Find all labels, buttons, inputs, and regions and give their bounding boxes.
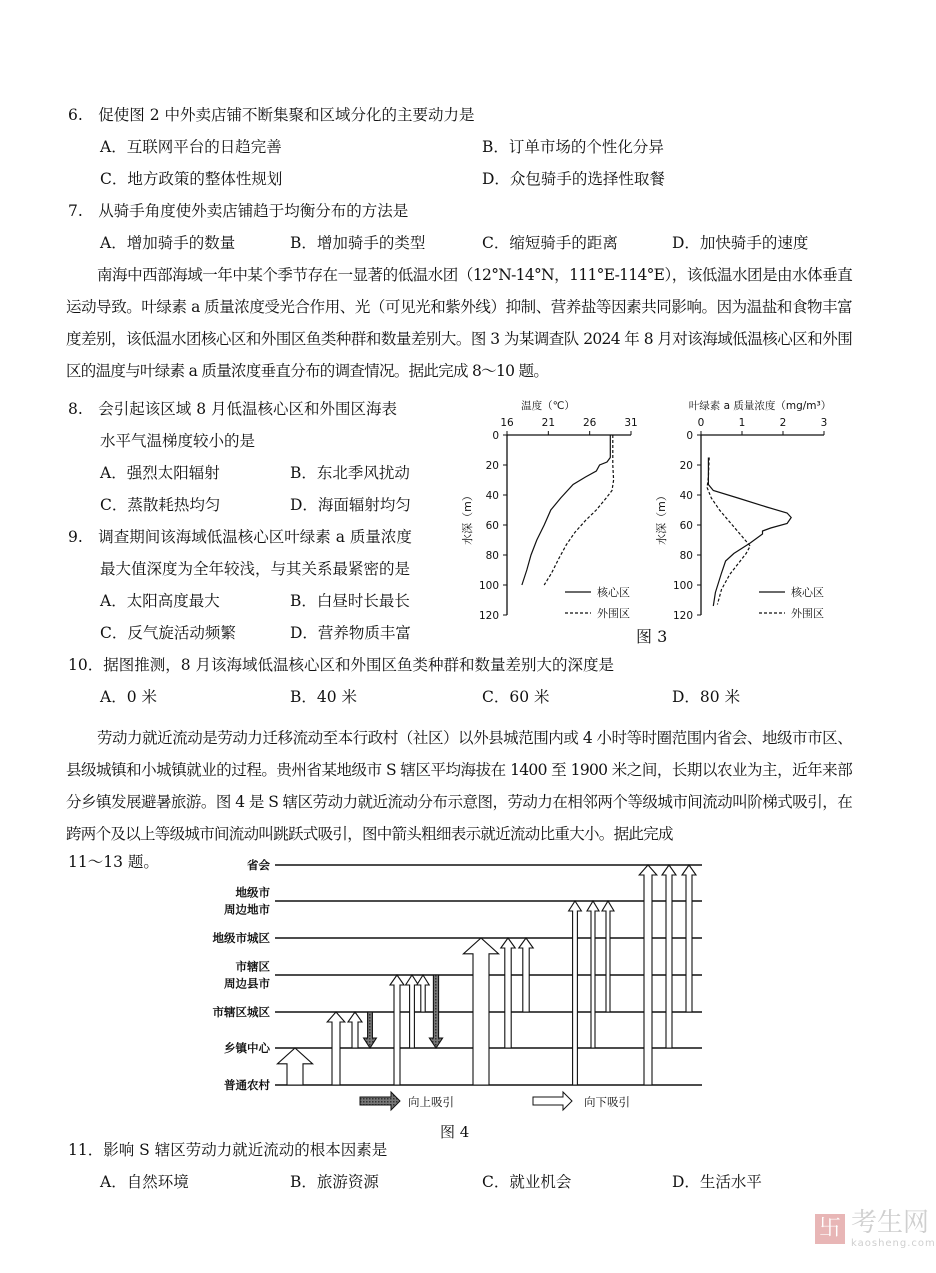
q10-option-b: B．40 米 [290,688,358,706]
y-tick-label: 20 [679,460,693,472]
x-tick-label: 1 [738,417,746,429]
x-tick-label: 16 [500,417,514,429]
q6-option-d: D．众包骑手的选择性取餐 [482,170,665,188]
arrow-outline [501,938,515,1048]
q8-option-a: A．强烈太阳辐射 [100,464,220,482]
q10-stem: 10．据图推测，8 月该海域低温核心区和外围区鱼类种群和数量差别大的深度是 [68,656,615,674]
q6-option-c: C．地方政策的整体性规划 [100,170,283,188]
x-tick-label: 31 [624,417,638,429]
watermark-logo-icon: 卐 [815,1214,845,1244]
q10-option-c: C．60 米 [482,688,550,706]
q7-option-d: D．加快骑手的速度 [672,234,809,252]
y-tick-label: 120 [478,610,499,622]
y-tick-label: 60 [679,520,693,532]
arrow-outline [390,975,404,1085]
legend-label: 向下吸引 [584,1095,630,1109]
q7-option-a: A．增加骑手的数量 [100,234,236,252]
x-tick-label: 3 [820,417,828,429]
legend-arrow-hatched-icon [360,1092,400,1110]
q11-option-c: C．就业机会 [482,1173,572,1191]
x-tick-label: 2 [779,417,787,429]
q9-option-c: C．反气旋活动频繁 [100,624,236,642]
legend-label: 向上吸引 [408,1095,454,1109]
q9-option-b: B．白昼时长最长 [290,592,410,610]
arrow-outline [602,901,614,1012]
q10-option-d: D．80 米 [672,688,741,706]
legend-label: 核心区 [597,586,630,599]
q7-option-b: B．增加骑手的类型 [290,234,426,252]
q6-stem: 6. 促使图 2 中外卖店铺不断集聚和区域分化的主要动力是 [68,106,475,124]
level-label: 地级市城区 [212,931,270,945]
level-label: 乡镇中心 [224,1041,270,1055]
q8-stem-line1: 8. 会引起该区域 8 月低温核心区和外围区海表 [68,400,398,418]
level-label: 周边县市 [224,976,270,991]
watermark [815,1208,936,1249]
level-label: 市辖区 [235,959,270,974]
passage-fig3: 南海中西部海域一年中某个季节存在一显著的低温水团（12°N-14°N，111°E-114°E），该低温水团是由水体垂直运动导致。叶绿素 a 质量浓度受光合作用、光（可见光和紫外线）抑制、营养盐等因素共同影响。因为温盐和食物丰富度差别，该低温水团核心区和外围区鱼类种群和数量差别大。图 3 为某调查队 2024 年 8 月对该海域低温核心区和外围区的温度与叶绿素 a 质量浓度垂直分布的调查情况。据此完成 8～10 题。 [66,266,852,380]
q7-option-c: C．缩短骑手的距离 [482,234,618,252]
level-label: 周边地市 [224,902,270,917]
arrow-outline [417,975,429,1012]
y-tick-label: 40 [485,490,499,502]
level-label: 地级市 [235,885,270,900]
q11-option-b: B．旅游资源 [290,1173,379,1191]
q9-option-d: D．营养物质丰富 [290,624,411,642]
q8-option-b: B．东北季风扰动 [290,464,410,482]
q9-stem-line2: 最大值深度为全年较浅，与其关系最紧密的是 [100,560,411,578]
legend-label: 外围区 [597,607,630,620]
arrow-outline [277,1048,312,1085]
y-axis-label: 水深（m） [655,490,668,545]
arrow-hatched [364,1012,377,1048]
level-label: 省会 [247,858,270,872]
legend-label: 核心区 [791,586,824,599]
q11-option-a: A．自然环境 [100,1173,189,1191]
legend-label: 外围区 [791,607,824,620]
q11-option-d: D．生活水平 [672,1173,762,1191]
x-tick-label: 0 [697,417,705,429]
arrow-outline [569,901,582,1085]
q8-option-c: C．蒸散耗热均匀 [100,496,221,514]
level-label: 市辖区城区 [212,1005,270,1019]
y-tick-label: 20 [485,460,499,472]
chart-title: 温度（℃） [521,400,575,412]
y-tick-label: 0 [686,430,693,442]
y-tick-label: 40 [679,490,693,502]
watermark-url: kaosheng.com [851,1238,936,1249]
q11-stem: 11．影响 S 辖区劳动力就近流动的根本因素是 [68,1141,388,1159]
figure-3-caption: 图 3 [636,627,668,646]
arrow-outline [662,865,676,1048]
x-tick-label: 26 [582,417,597,429]
q9-stem-line1: 9. 调查期间该海域低温核心区叶绿素 a 质量浓度 [68,528,412,546]
q7-stem: 7. 从骑手角度使外卖店铺趋于均衡分布的方法是 [68,202,409,220]
figure-4-caption: 图 4 [440,1123,470,1141]
y-tick-label: 0 [492,430,499,442]
y-tick-label: 80 [485,550,499,562]
arrow-outline [348,1012,362,1048]
q6-option-b: B．订单市场的个性化分异 [482,138,664,156]
q6-option-a: A．互联网平台的日趋完善 [100,138,282,156]
x-tick-label: 21 [541,417,556,429]
q9-option-a: A．太阳高度最大 [100,592,220,610]
q8-option-d: D．海面辐射均匀 [290,496,411,514]
watermark-name: 考生网 [851,1208,930,1238]
q8-stem-line2: 水平气温梯度较小的是 [100,432,256,450]
y-tick-label: 80 [679,550,693,562]
y-tick-label: 120 [672,610,693,622]
level-label: 普通农村 [224,1078,270,1092]
y-tick-label: 100 [672,580,693,592]
y-axis-label: 水深（m） [461,490,474,545]
q10-option-a: A．0 米 [100,688,157,706]
passage-fig4-end: 11～13 题。 [68,853,159,871]
y-tick-label: 60 [485,520,499,532]
passage-fig4: 劳动力就近流动是劳动力迁移流动至本行政村（社区）以外县城范围内或 4 小时等时圈范围内省会、地级市市区、县级城镇和小城镇就业的过程。贵州省某地级市 S 辖区平均海拔在 1400 至 1900 米之间，长期以农业为主，近年来部分乡镇发展避暑旅游。图 4 是 S 辖区劳动力就近流动分布示意图，劳动力在相邻两个等级城市间流动叫阶梯式吸引，在跨两个及以上等级城市间流动叫跳跃式吸引，图中箭头粗细表示就近流动比重大小。据此完成 [66,729,852,843]
legend-arrow-outline-icon [533,1092,572,1110]
y-tick-label: 100 [478,580,499,592]
chart-title: 叶绿素 a 质量浓度（mg/m³） [688,400,832,412]
